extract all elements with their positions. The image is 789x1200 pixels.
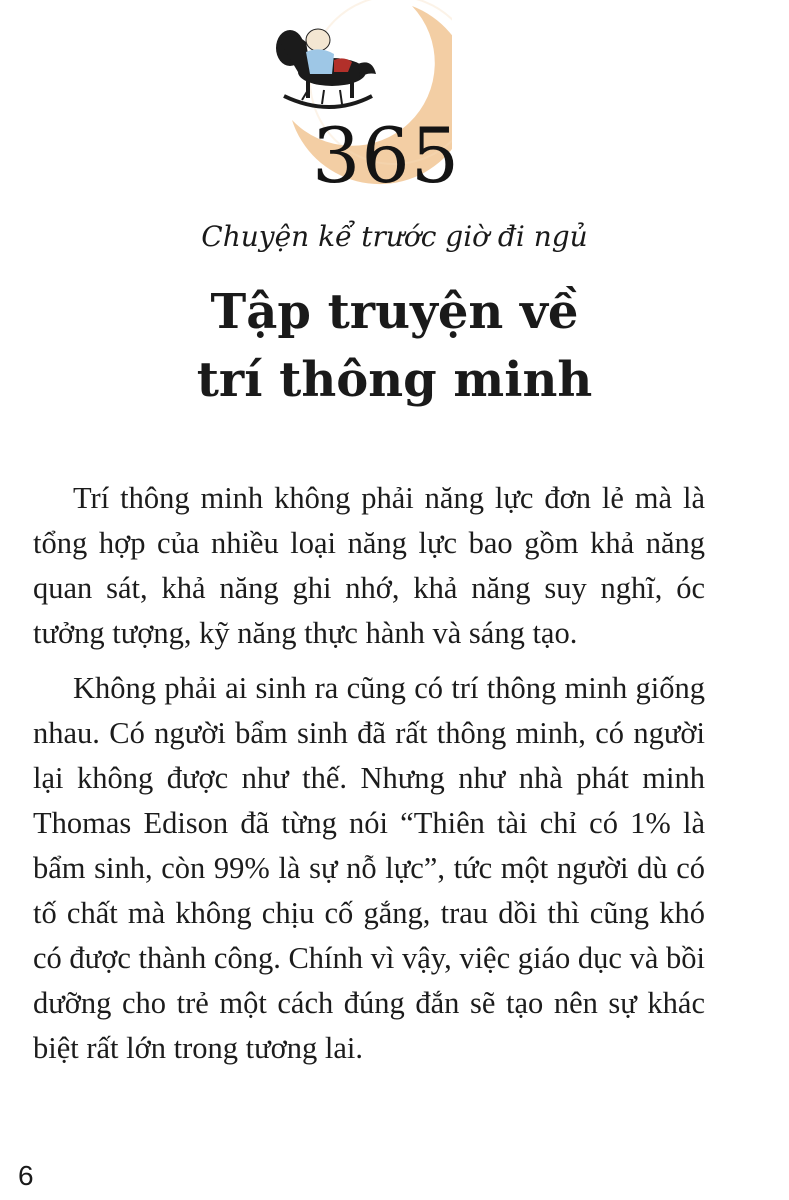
book-title [0,278,789,414]
title-line-1: Tập truyện về [210,284,579,340]
paragraph-2: Không phải ai sinh ra cũng có trí thông minh giống nhau. Có người bẩm sinh đã rất thông minh, có người lại không được như thế. Nhưng như nhà phát minh Thomas Edison đã từng nói “Thiên tài chỉ có 1% là bẩm sinh, còn 99% là sự nỗ lực”, tức một người dù có tố chất mà không chịu cố gắng, trau dồi thì cũng khó có được thành công. Chính vì vậy, việc giáo dục và bồi dưỡng cho trẻ một cách đúng đắn sẽ tạo nên sự khác biệt rất lớn trong tương lai. [33,671,705,1065]
page-number: 6 [18,1160,34,1191]
logo-number: 365 [312,111,461,200]
title-line-2: trí thông minh [196,352,593,408]
book-subtitle: Chuyện kể trước giờ đi ngủ [201,220,588,253]
body-text [33,476,705,1081]
paragraph-1: Trí thông minh không phải năng lực đơn lẻ mà là tổng hợp của nhiều loại năng lực bao gồm khả năng quan sát, khả năng ghi nhớ, khả năng suy nghĩ, óc tưởng tượng, kỹ năng thực hành và sáng tạo. [33,481,705,650]
